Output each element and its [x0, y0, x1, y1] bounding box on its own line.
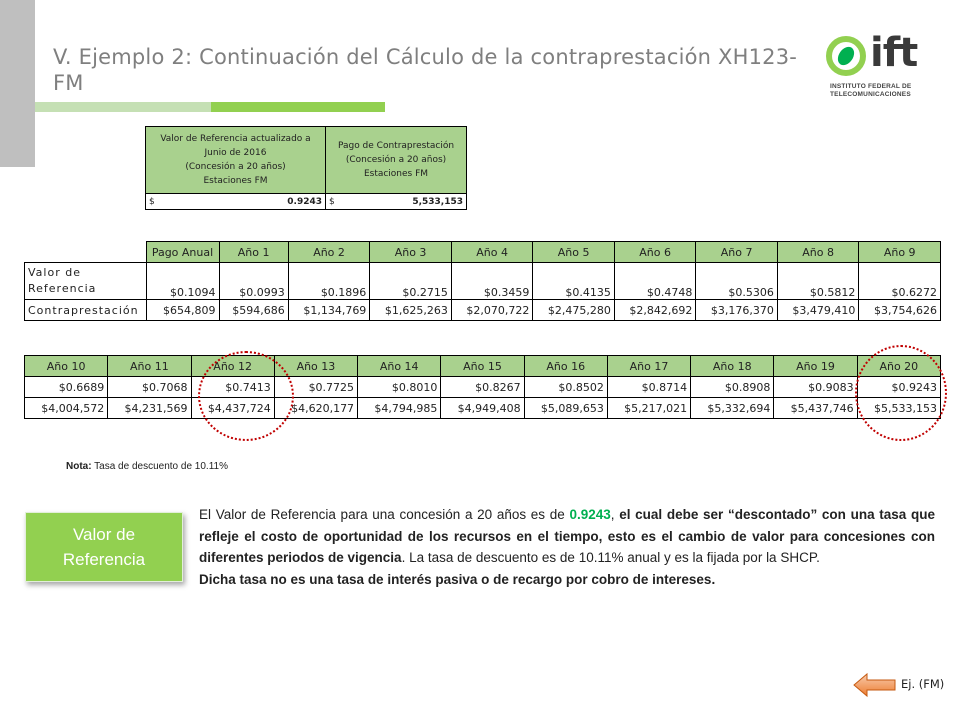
table-cell: $0.8502 — [524, 377, 607, 398]
table-cell: $0.1896 — [288, 263, 370, 300]
table-cell: $1,625,263 — [370, 300, 452, 321]
highlighted-value: 0.9243 — [569, 507, 611, 522]
summary-header-payment: Pago de Contraprestación (Concesión a 20 años) Estaciones FM — [326, 127, 467, 194]
ift-logo-circle-icon — [826, 36, 866, 76]
title-underline-green — [211, 102, 385, 112]
summary-header-reference: Valor de Referencia actualizado a Junio de 2016 (Concesión a 20 años) Estaciones FM — [146, 127, 326, 194]
table-cell: $4,004,572 — [25, 398, 108, 419]
table-cell: $0.7725 — [274, 377, 357, 398]
column-header: Año 8 — [777, 242, 859, 263]
column-header: Año 15 — [441, 356, 524, 377]
table-cell: $4,620,177 — [274, 398, 357, 419]
table-cell: $0.6689 — [25, 377, 108, 398]
column-header: Año 4 — [451, 242, 533, 263]
column-header: Año 1 — [219, 242, 288, 263]
table-cell: $594,686 — [219, 300, 288, 321]
column-header: Año 12 — [191, 356, 274, 377]
table-cell: $4,949,408 — [441, 398, 524, 419]
table-cell: $0.5812 — [777, 263, 859, 300]
table-cell: $0.4135 — [533, 263, 615, 300]
table-header-row — [25, 242, 941, 263]
table-cell: $3,176,370 — [696, 300, 778, 321]
table-row — [25, 263, 941, 300]
discount-note: Nota: Tasa de descuento de 10.11% — [66, 461, 228, 472]
table-cell: $0.2715 — [370, 263, 452, 300]
column-header: Año 3 — [370, 242, 452, 263]
table-cell: $0.3459 — [451, 263, 533, 300]
years-table-1 — [24, 241, 941, 321]
table-cell: $0.8714 — [607, 377, 690, 398]
table-cell: $0.5306 — [696, 263, 778, 300]
column-header: Año 19 — [774, 356, 857, 377]
table-row — [25, 398, 941, 419]
column-header: Año 14 — [358, 356, 441, 377]
table-cell: $1,134,769 — [288, 300, 370, 321]
back-link-label[interactable]: Ej. (FM) — [901, 677, 945, 691]
table-cell: $3,754,626 — [859, 300, 941, 321]
title-underline-gray — [0, 102, 35, 112]
table-header-row — [25, 356, 941, 377]
ift-logo — [826, 30, 946, 106]
empty-corner-cell — [25, 242, 147, 263]
table-cell: $5,332,694 — [691, 398, 774, 419]
reference-value-badge: Valor de Referencia — [25, 512, 183, 582]
logo-wordmark: ift — [870, 30, 918, 76]
table-cell: $3,479,410 — [777, 300, 859, 321]
table-cell: $2,842,692 — [614, 300, 696, 321]
column-header: Año 7 — [696, 242, 778, 263]
table-cell: $0.9083 — [774, 377, 857, 398]
explanation-paragraph: El Valor de Referencia para una concesión a 20 años es de 0.9243, el cual debe ser “descontado” con una tasa que refleje el costo de oportunidad de los recursos en el tiempo, esto es el cambio de valor para concesiones con diferentes periodos de vigencia. La tasa de descuento es de 10.11% anual y es la fijada por la SHCP. Dicha tasa no es una tasa de interés pasiva o de recargo por cobro de intereses. — [199, 507, 935, 587]
title-underline-green-light — [35, 102, 211, 112]
table-cell: $4,437,724 — [191, 398, 274, 419]
column-header: Año 5 — [533, 242, 615, 263]
table-cell: $0.4748 — [614, 263, 696, 300]
highlight-circle-year-20 — [855, 345, 947, 441]
back-arrow-icon[interactable] — [852, 672, 897, 698]
table-cell: $0.8908 — [691, 377, 774, 398]
table-cell: $2,070,722 — [451, 300, 533, 321]
table-cell: $0.7068 — [108, 377, 191, 398]
table-cell: $5,089,653 — [524, 398, 607, 419]
column-header: Año 18 — [691, 356, 774, 377]
column-header: Año 17 — [607, 356, 690, 377]
table-cell: $0.7413 — [191, 377, 274, 398]
table-cell: $5,437,746 — [774, 398, 857, 419]
column-header: Año 2 — [288, 242, 370, 263]
table-cell: $0.1094 — [146, 263, 219, 300]
logo-subtitle: INSTITUTO FEDERAL DE TELECOMUNICACIONES — [830, 83, 912, 98]
column-header: Año 16 — [524, 356, 607, 377]
summary-payment-value: $ 5,533,153 — [326, 194, 467, 210]
left-accent-bar — [0, 0, 35, 167]
years-table-2 — [24, 355, 941, 419]
table-cell: $5,533,153 — [857, 398, 940, 419]
column-header: Año 20 — [857, 356, 940, 377]
column-header: Año 6 — [614, 242, 696, 263]
column-header: Año 13 — [274, 356, 357, 377]
highlight-circle-year-12 — [198, 351, 294, 441]
table-row — [25, 377, 941, 398]
table-cell: $2,475,280 — [533, 300, 615, 321]
table-row — [25, 300, 941, 321]
table-cell: $4,794,985 — [358, 398, 441, 419]
column-header: Año 11 — [108, 356, 191, 377]
summary-table — [145, 126, 467, 210]
row-label: Contraprestación — [25, 300, 147, 321]
column-header: Año 9 — [859, 242, 941, 263]
table-cell: $654,809 — [146, 300, 219, 321]
table-cell: $0.8010 — [358, 377, 441, 398]
table-cell: $0.9243 — [857, 377, 940, 398]
table-cell: $0.8267 — [441, 377, 524, 398]
column-header: Año 10 — [25, 356, 108, 377]
table-cell: $0.6272 — [859, 263, 941, 300]
column-header: Pago Anual — [146, 242, 219, 263]
table-cell: $5,217,021 — [607, 398, 690, 419]
table-cell: $4,231,569 — [108, 398, 191, 419]
table-row — [146, 127, 467, 194]
row-label: Valor de Referencia — [25, 263, 147, 300]
table-cell: $0.0993 — [219, 263, 288, 300]
table-row — [146, 194, 467, 210]
summary-reference-value: $ 0.9243 — [146, 194, 326, 210]
page-title: V. Ejemplo 2: Continuación del Cálculo de la contraprestación XH123-FM — [53, 45, 798, 95]
